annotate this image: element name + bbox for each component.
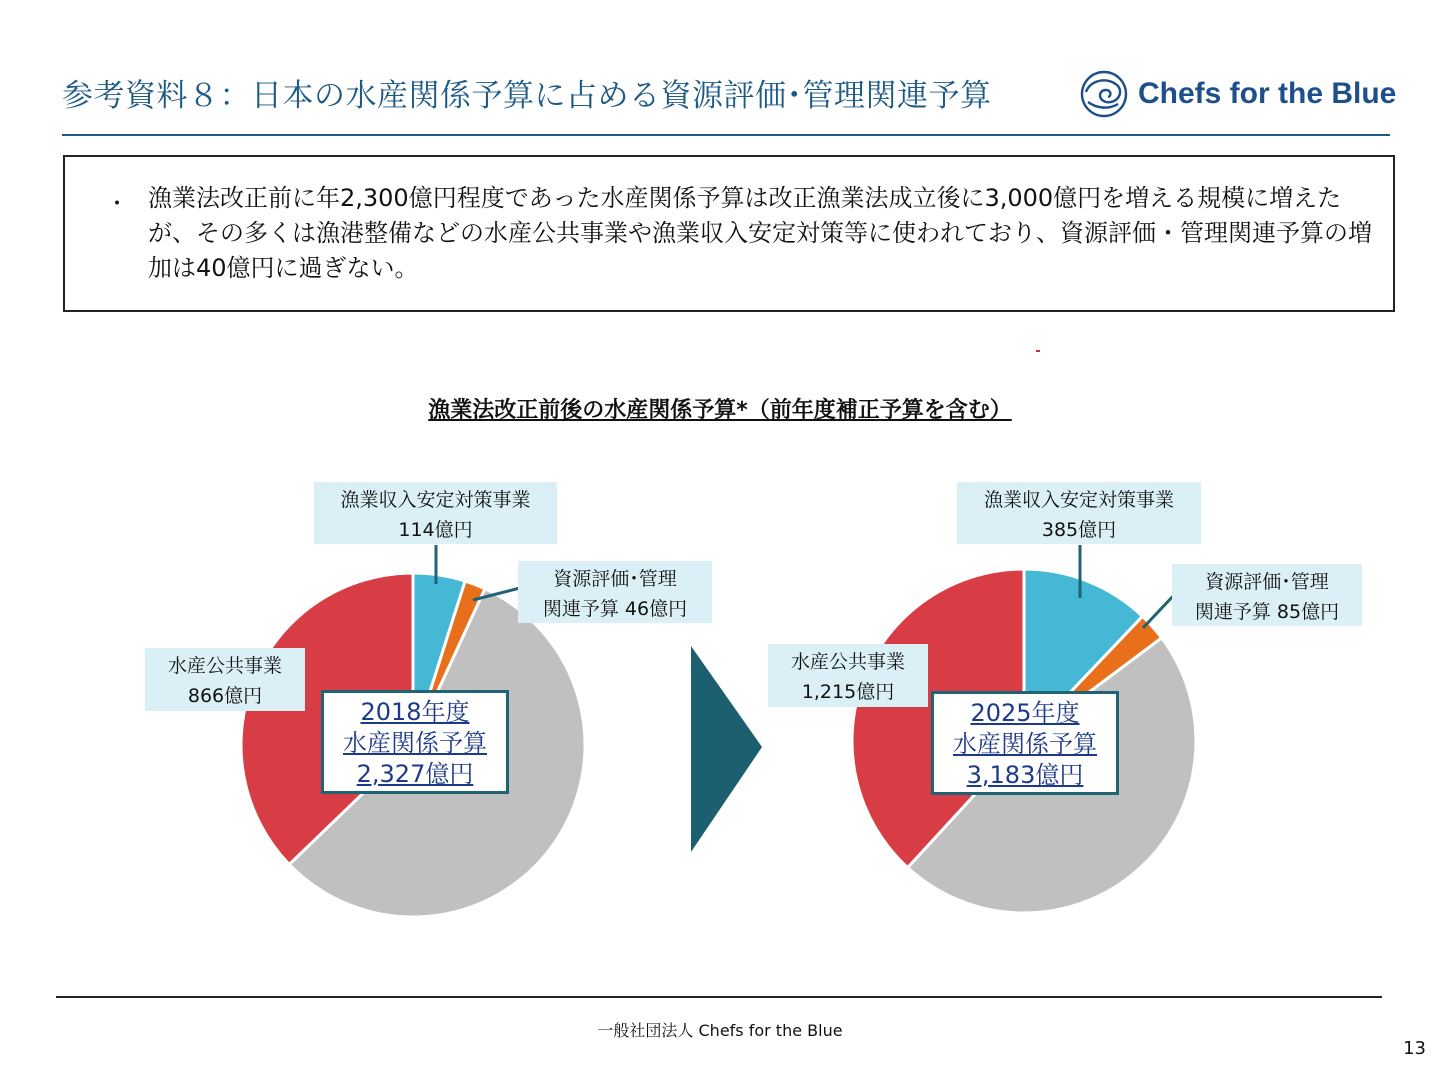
label-name: 水産公共事業 [790, 651, 905, 673]
label-suisan-2018 [145, 648, 305, 711]
footer-divider [56, 996, 1382, 998]
center-caption: 水産関係予算 [953, 730, 1097, 758]
label-name: 漁業収入安定対策事業 [340, 489, 531, 511]
label-value: 385億円 [1041, 519, 1117, 541]
center-label-2025 [931, 691, 1119, 795]
label-value: 1,215億円 [801, 681, 895, 703]
leader-line [1143, 594, 1175, 628]
label-gyogyo-2025 [957, 482, 1201, 544]
label-suisan-2025 [768, 644, 928, 707]
page-title: 参考資料８：日本の水産関係予算に占める資源評価･管理関連予算 [62, 78, 992, 114]
center-label-2018 [321, 690, 509, 794]
label-shigen-2025 [1172, 564, 1362, 626]
label-name: 水産公共事業 [167, 655, 282, 677]
label-value: 866億円 [187, 685, 263, 707]
center-year: 2025年度 [970, 699, 1080, 727]
label-value: 関連予算 85億円 [1194, 601, 1340, 623]
label-name: 資源評価･管理 [553, 568, 677, 590]
center-caption: 水産関係予算 [343, 729, 487, 757]
label-value: 114億円 [398, 519, 473, 541]
label-name: 資源評価･管理 [1205, 571, 1329, 593]
center-year: 2018年度 [360, 698, 470, 726]
center-total: 2,327億円 [356, 760, 474, 788]
label-value: 関連予算 46億円 [542, 598, 688, 620]
footer-org: 一般社団法人 Chefs for the Blue [597, 1021, 843, 1040]
center-total: 3,183億円 [966, 761, 1084, 789]
label-shigen-2018 [518, 561, 712, 623]
chart-title: 漁業法改正前後の水産関係予算*（前年度補正予算を含む） [428, 398, 1012, 423]
label-name: 漁業収入安定対策事業 [983, 489, 1174, 511]
arrow-right-icon [691, 646, 762, 852]
label-gyogyo-2018 [314, 482, 557, 544]
summary-bullet: ・ [106, 192, 129, 217]
page-number: 13 [1403, 1038, 1426, 1059]
summary-text: 漁業法改正前に年2,300億円程度であった水産関係予算は改正漁業法成立後に3,000億円を増える規模に増えたが、その多くは漁港整備などの水産公共事業や漁業収入安定対策等に使われており、資源評価・管理関連予算の増加は40億円に過ぎない。 [148, 184, 1372, 282]
logo-text: Chefs for the Blue [1138, 77, 1397, 110]
